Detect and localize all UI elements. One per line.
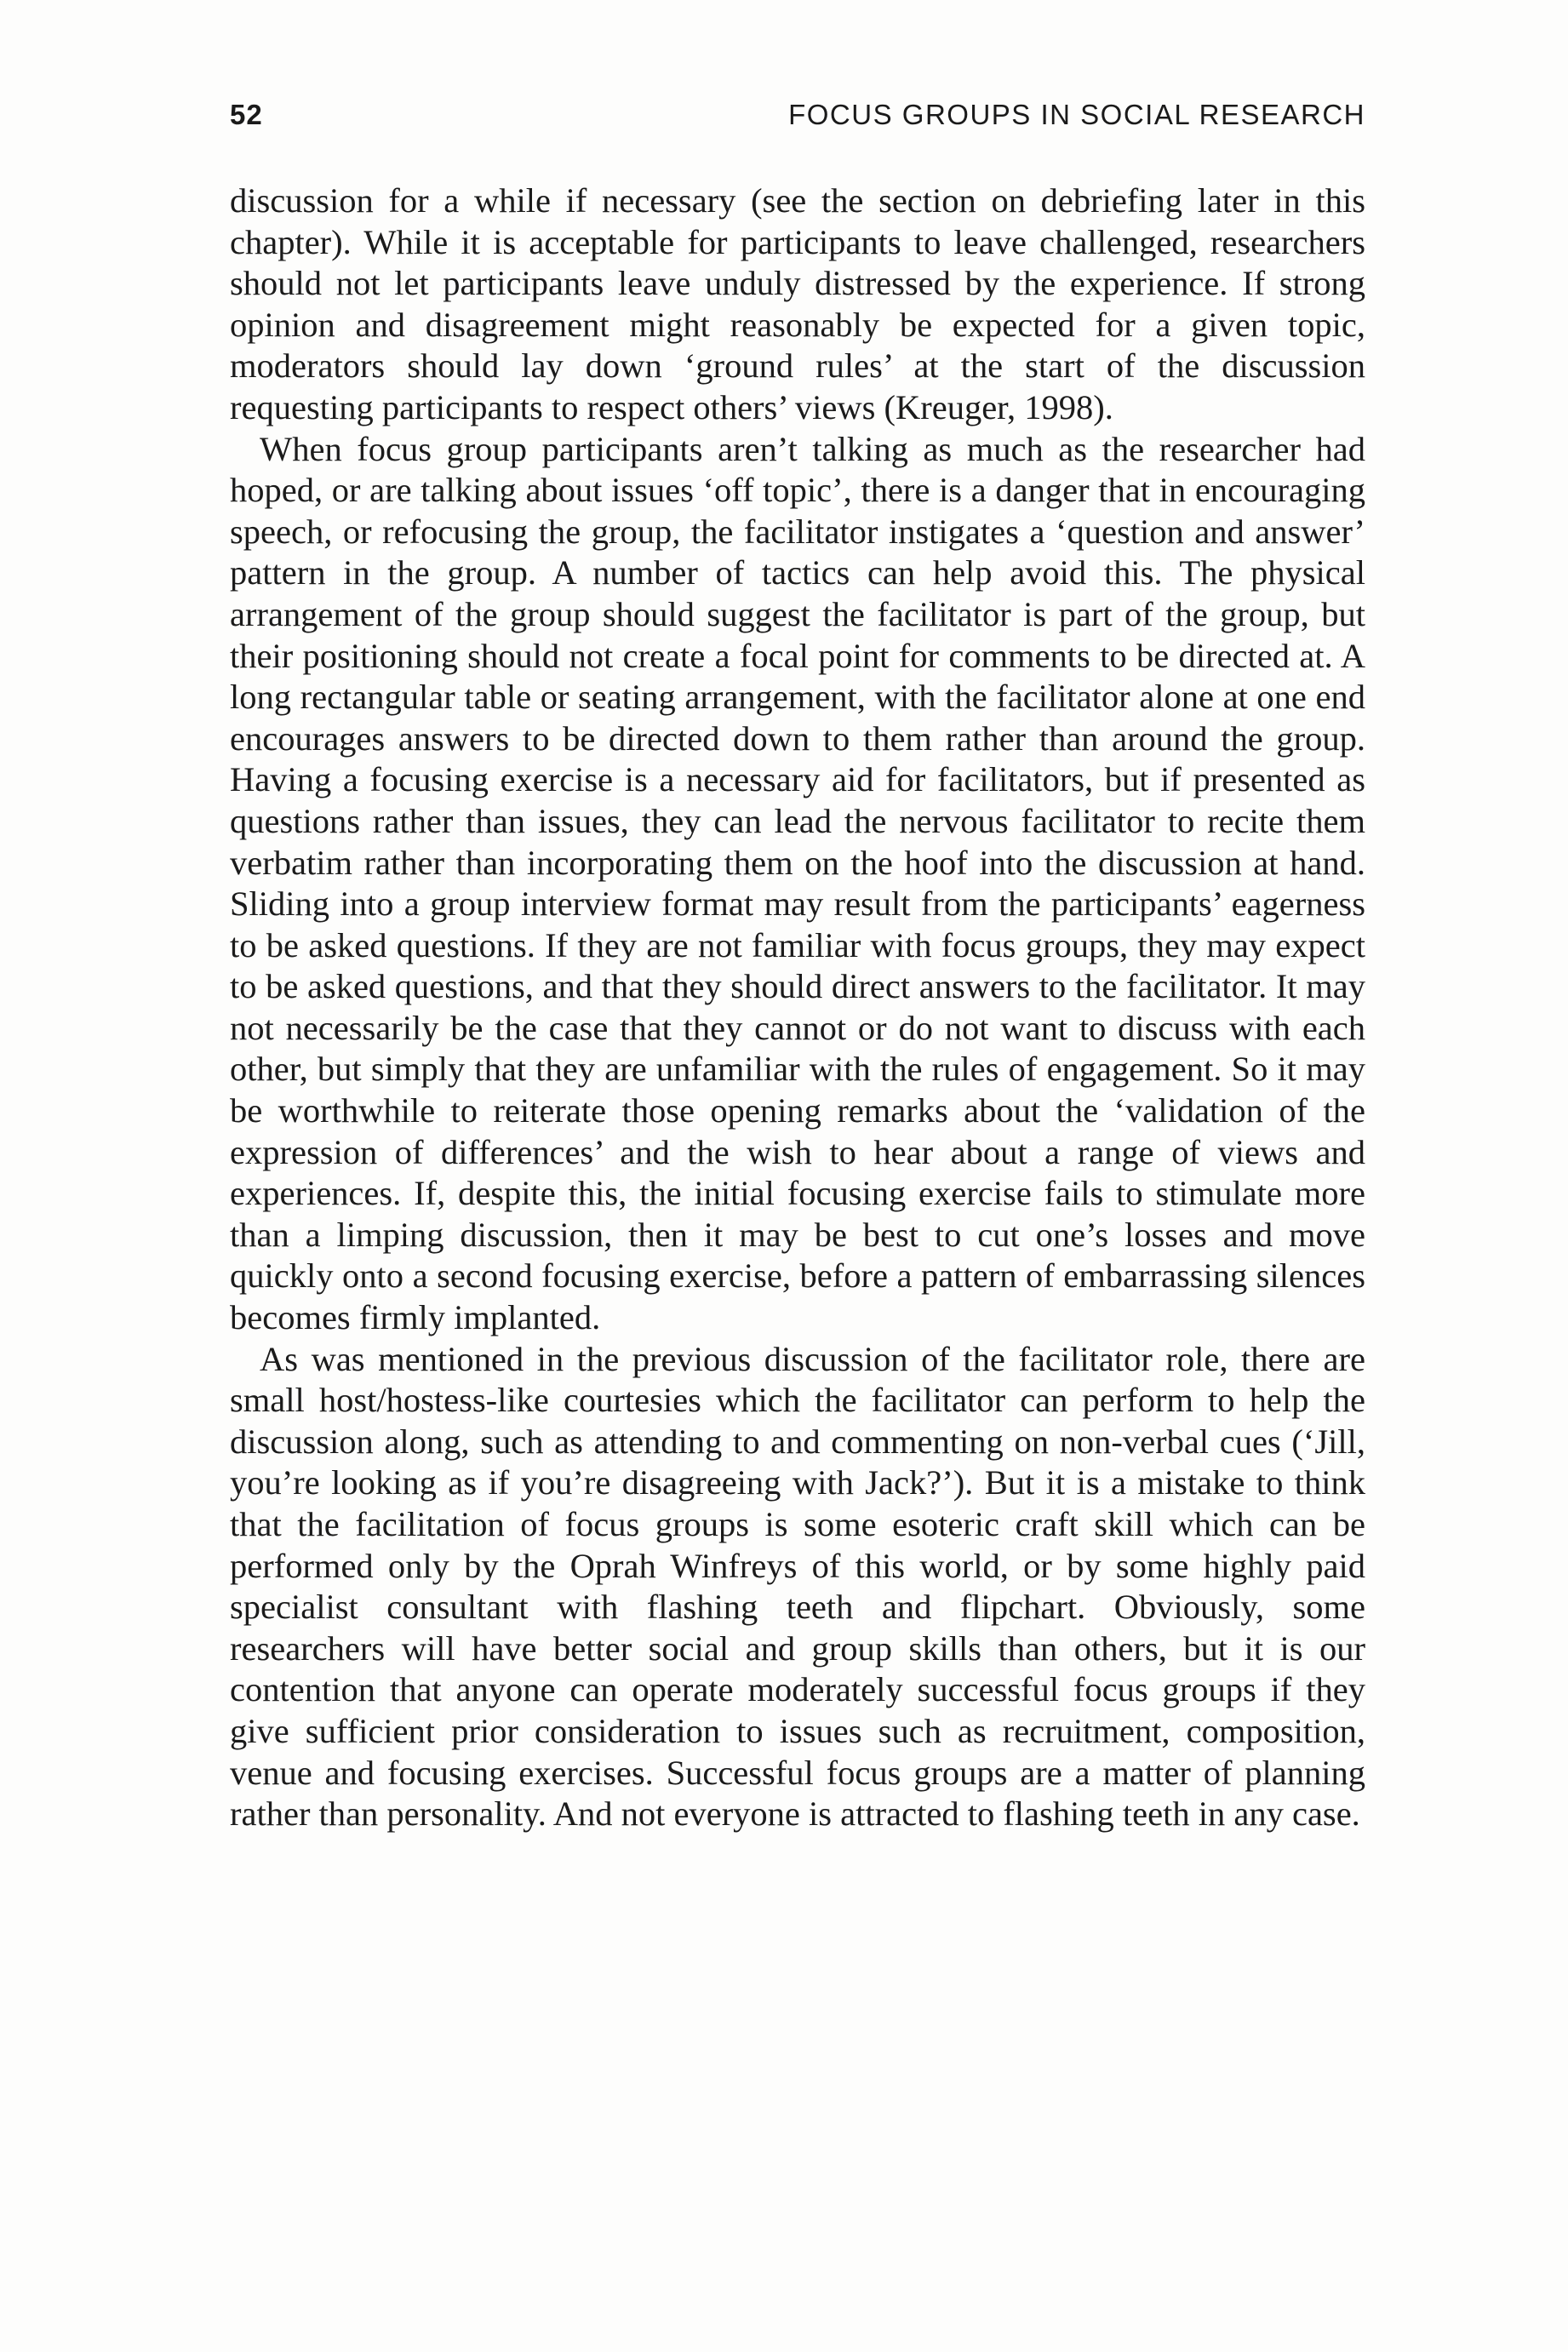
paragraph-continuation: discussion for a while if necessary (see the section on debriefing later in this chapter). While it is acceptable for participants to leave challenged, researchers should not let participants leave unduly distressed by the experience. If strong opinion and disagreement might reasonably be expected for a given topic, moderators should lay down ‘ground rules’ at the start of the discussion requesting participants to respect others’ views (Kreuger, 1998). (230, 181, 1365, 426)
running-title: FOCUS GROUPS IN SOCIAL RESEARCH (788, 99, 1365, 130)
paragraph-tactics: When focus group participants aren’t talking as much as the researcher had hoped, or are talking about issues ‘off topic’, there is a danger that in encouraging speech, or refocusing the group, the facilitator instigates a ‘question and answer’ pattern in the group. A number of tactics can help avoid this. The physical arrangement of the group should suggest the facilitator is part of the group, but their positioning should not create a focal point for comments to be directed at. A long rectangular table or seating arrangement, with the facilitator alone at one end encourages answers to be directed down to them rather than around the group. Having a focusing exercise is a necessary aid for facilitators, but if presented as questions rather than issues, they can lead the nervous facilitator to recite them verbatim rather than incorporating them on the hoof into the discussion at hand. Sliding into a group interview format may result from the participants’ eagerness to be asked questions. If they are not familiar with focus groups, they may expect to be asked questions, and that they should direct answers to the facilitator. It may not necessarily be the case that they cannot or do not want to discuss with each other, but simply that they are unfamiliar with the rules of engagement. So it may be worthwhile to reiterate those opening remarks about the ‘validation of the expression of differences’ and the wish to hear about a range of views and experiences. If, despite this, the initial focusing exercise fails to stimulate more than a limping discussion, then it may be best to cut one’s losses and move quickly onto a second focusing exercise, before a pattern of embarrassing silences becomes firmly implanted. (230, 429, 1365, 1337)
paragraph-facilitation: As was mentioned in the previous discussion of the facilitator role, there are small host/hostess-like courtesies which the facilitator can perform to help the discussion along, such as attending to and commenting on non-verbal cues (‘Jill, you’re looking as if you’re disagreeing with Jack?’). But it is a mistake to think that the facilitation of focus groups is some esoteric craft skill which can be performed only by the Oprah Winfreys of this world, or by some highly paid specialist consultant with flashing teeth and flipchart. Obviously, some researchers will have better social and group skills than others, but it is our contention that anyone can operate moderately successful focus groups if they give sufficient prior consideration to issues such as recruitment, composition, venue and focusing exercises. Successful focus groups are a matter of planning rather than personality. And not everyone is attracted to flashing teeth in any case. (230, 1339, 1365, 1834)
body-text (230, 180, 1365, 1835)
running-head (230, 99, 1365, 150)
page-number: 52 (230, 99, 263, 130)
